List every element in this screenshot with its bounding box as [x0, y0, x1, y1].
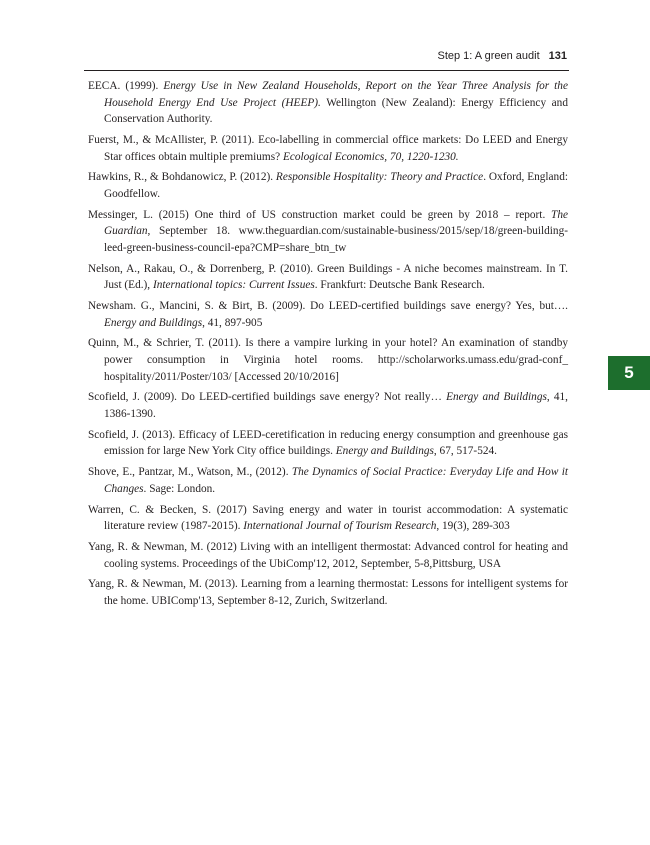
section-title: Step 1: A green audit	[437, 50, 540, 62]
reference-entry: EECA. (1999). Energy Use in New Zealand Households, Report on the Year Three Analysis for the Household Energy End Use Project (HEEP). Wellington (New Zealand): Energy Efficiency and Conservation Authority.	[88, 80, 568, 126]
reference-entry: Scofield, J. (2013). Efficacy of LEED-ceretification in reducing energy consumption and greenhouse gas emission for large New York City office buildings. Energy and Buildings, 67, 517-524.	[88, 428, 568, 458]
reference-entry: Warren, C. & Becken, S. (2017) Saving energy and water in tourist accommodation: A systematic literature review (1987-2015). International Journal of Tourism Research, 19(3), 289-303	[88, 503, 568, 533]
reference-entry: Yang, R. & Newman, M. (2012) Living with an intelligent thermostat: Advanced control for heating and cooling systems. Proceedings of the UbiComp'12, 2012, September, 5-8,Pittsburg, USA	[88, 540, 568, 570]
reference-entry: Quinn, M., & Schrier, T. (2011). Is there a vampire lurking in your hotel? An examination of standby power consumption in Virginia hotel rooms. http://scholarworks.umass.edu/grad-conf_ hospitality/2011/Poster/103/ [Accessed 20/10/2016]	[88, 337, 568, 383]
reference-entry: Shove, E., Pantzar, M., Watson, M., (2012). The Dynamics of Social Practice: Everyday Life and How it Changes. Sage: London.	[88, 466, 568, 495]
reference-entry: Hawkins, R., & Bohdanowicz, P. (2012). Responsible Hospitality: Theory and Practice. Oxford, England: Goodfellow.	[88, 171, 568, 200]
reference-entry: Yang, R. & Newman, M. (2013). Learning from a learning thermostat: Lessons for intelligent systems for the home. UBIComp'13, September 8-12, Zurich, Switzerland.	[88, 578, 568, 607]
reference-entry: Messinger, L. (2015) One third of US construction market could be green by 2018 – report. The Guardian, September 18. www.theguardian.com/sustainable-business/2015/sep/18/green-building-leed-green-business-council-epa?CMP=share_btn_tw	[88, 208, 568, 254]
reference-entry: Scofield, J. (2009). Do LEED-certified buildings save energy? Not really… Energy and Buildings, 41, 1386-1390.	[88, 391, 568, 420]
running-head	[438, 50, 568, 62]
reference-entry: Nelson, A., Rakau, O., & Dorrenberg, P. (2010). Green Buildings - A niche becomes mainstream. In T. Just (Ed.), International topics: Current Issues. Frankfurt: Deutsche Bank Research.	[88, 262, 568, 292]
reference-entry: Fuerst, M., & McAllister, P. (2011). Eco-labelling in commercial office markets: Do LEED and Energy Star offices obtain multiple premiums? Ecological Economics, 70, 1220-1230.	[88, 133, 568, 163]
reference-list	[88, 78, 568, 614]
header-rule	[84, 70, 569, 71]
chapter-tab: 5	[608, 356, 650, 390]
reference-entry: Newsham. G., Mancini, S. & Birt, B. (2009). Do LEED-certified buildings save energy? Yes, but…. Energy and Buildings, 41, 897-905	[88, 300, 568, 329]
page-number: 131	[548, 50, 567, 62]
